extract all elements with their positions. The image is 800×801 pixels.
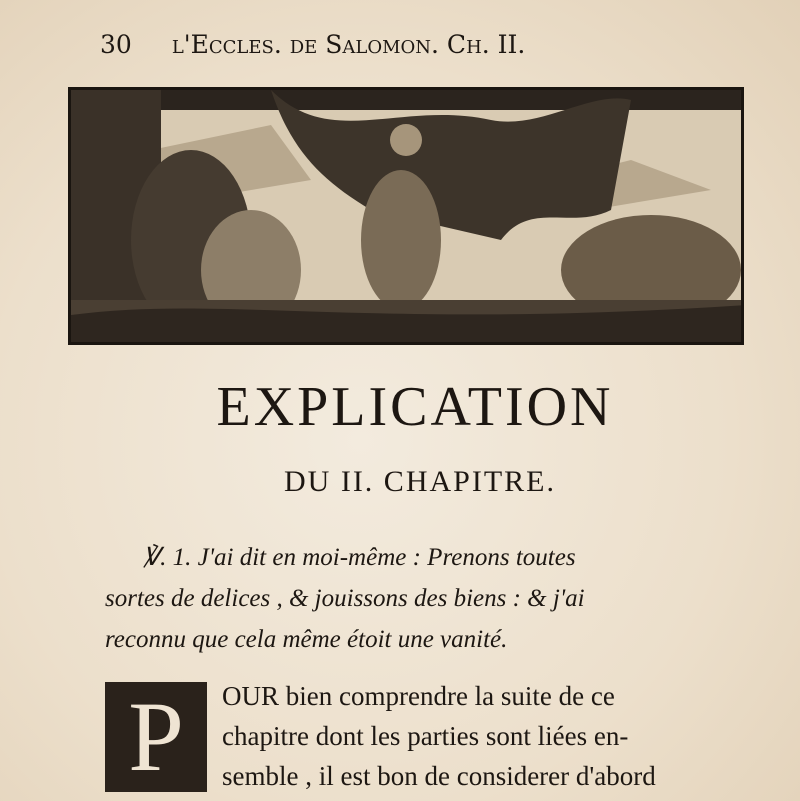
chapter-subtitle: DU II. CHAPITRE. [284, 465, 556, 498]
woodcut-illustration [68, 87, 744, 345]
page-number: 30 [100, 30, 132, 59]
chapter-title: EXPLICATION [216, 376, 614, 438]
verse-line: reconnu que cela même étoit une vanité. [105, 626, 508, 653]
verse-text [105, 537, 745, 660]
drop-cap-letter: P [128, 681, 184, 792]
running-title: l'Eccles. de Salomon. Ch. II. [171, 30, 526, 59]
running-header [100, 30, 660, 59]
verse-line: ℣. 1. J'ai dit en moi-même : Prenons toutes [143, 544, 576, 571]
body-text [222, 676, 738, 796]
verse-line: sortes de delices , & jouissons des biens : & j'ai [105, 585, 585, 612]
body-line: semble , il est bon de considerer d'abord [222, 761, 656, 791]
woodcut-scene-image [71, 90, 744, 345]
body-line: chapitre dont les parties sont liées en- [222, 721, 629, 751]
ornamental-drop-cap [105, 682, 207, 792]
body-line: OUR bien comprendre la suite de ce [222, 681, 615, 711]
